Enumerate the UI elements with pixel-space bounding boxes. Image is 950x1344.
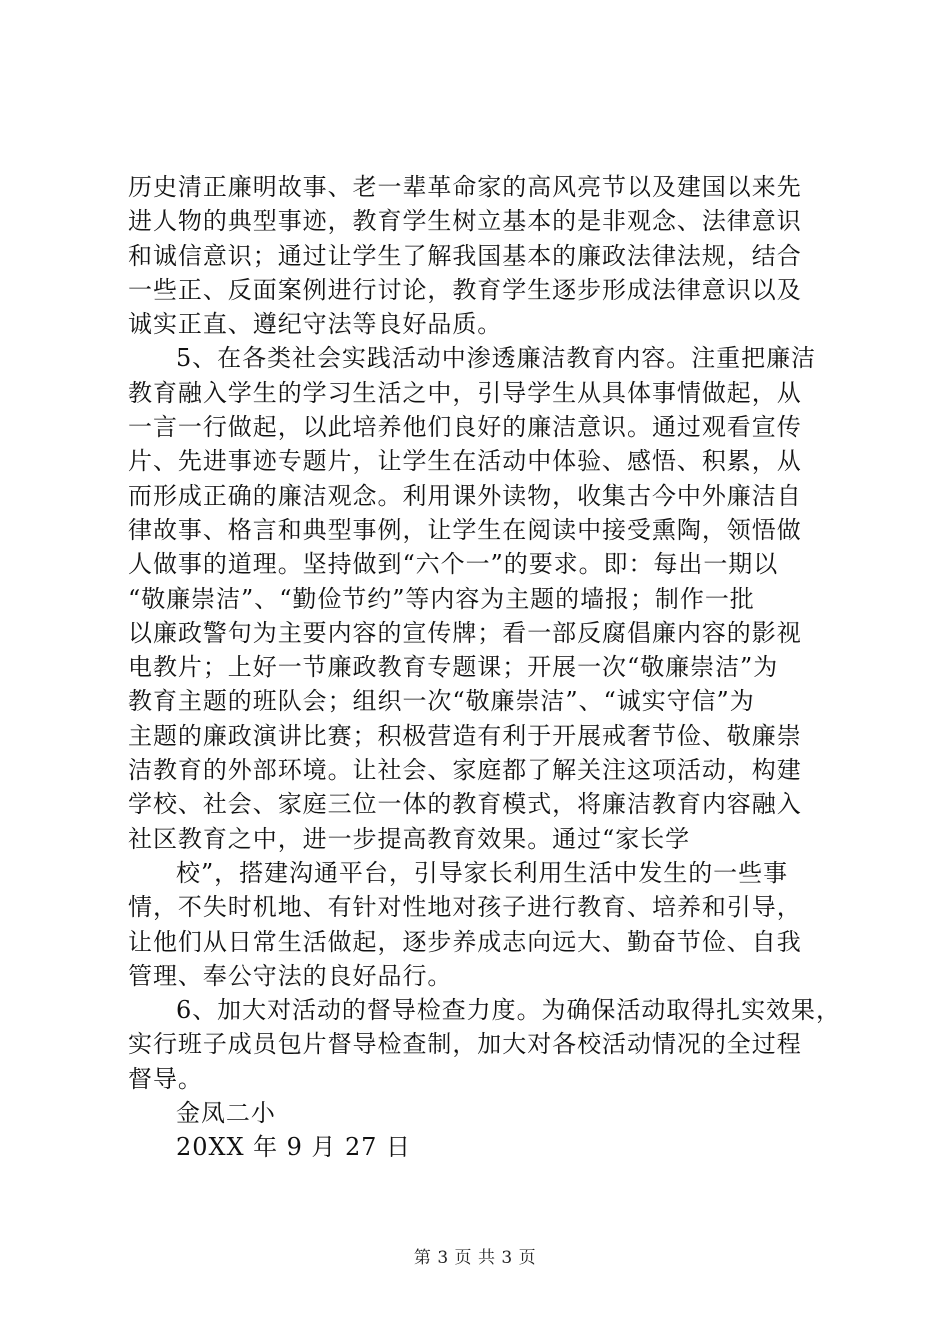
- text-line: 历史清正廉明故事、老一辈革命家的高风亮节以及建国以来先: [128, 173, 802, 201]
- text-line: 社区教育之中，进一步提高教育效果。通过“家长学: [128, 824, 691, 853]
- text-line: 片、先进事迹专题片，让学生在活动中体验、感悟、积累，从: [128, 447, 802, 476]
- text-line: 教育融入学生的学习生活之中，引导学生从具体事情做起，从: [128, 378, 802, 407]
- paragraph-start-line: 6、加大对活动的督导检查力度。为确保活动取得扎实效果，: [176, 996, 841, 1025]
- page-number-footer: 第 3 页 共 3 页: [413, 1248, 537, 1268]
- signature-school: 金凤二小: [176, 1099, 276, 1128]
- text-line: 教育主题的班队会；组织一次“敬廉崇洁”、“诚实守信”为: [128, 687, 755, 716]
- text-line: 一言一行做起，以此培养他们良好的廉洁意识。通过观看宣传: [128, 413, 802, 442]
- text-line: 情，不失时机地、有针对性地对孩子进行教育、培养和引导，: [128, 893, 802, 922]
- text-line: 实行班子成员包片督导检查制，加大对各校活动情况的全过程: [128, 1030, 802, 1059]
- text-line: 一些正、反面案例进行讨论，教育学生逐步形成法律意识以及: [128, 275, 802, 304]
- document-body: [128, 170, 841, 1165]
- text-line: 主题的廉政演讲比赛；积极营造有利于开展戒奢节俭、敬廉崇: [128, 721, 802, 750]
- text-line: “敬廉崇洁”、“勤俭节约”等内容为主题的墙报；制作一批: [128, 584, 755, 613]
- text-line: 和诚信意识；通过让学生了解我国基本的廉政法律法规，结合: [128, 241, 802, 270]
- paragraph-start-line: 5、在各类社会实践活动中渗透廉洁教育内容。注重把廉洁: [176, 344, 816, 373]
- text-line: 管理、奉公守法的良好品行。: [128, 961, 453, 990]
- text-line: 进人物的典型事迹，教育学生树立基本的是非观念、法律意识: [128, 207, 802, 236]
- text-line: 电教片；上好一节廉政教育专题课；开展一次“敬廉崇洁”为: [128, 653, 779, 682]
- text-line: 人做事的道理。坚持做到“六个一”的要求。即：每出一期以: [128, 550, 779, 579]
- text-line: 洁教育的外部环境。让社会、家庭都了解关注这项活动，构建: [128, 756, 802, 785]
- text-line: 让他们从日常生活做起，逐步养成志向远大、勤奋节俭、自我: [128, 927, 802, 956]
- text-line: 诚实正直、遵纪守法等良好品质。: [128, 310, 503, 339]
- paragraph-start-line: 校”，搭建沟通平台，引导家长利用生活中发生的一些事: [176, 858, 789, 887]
- text-line: 以廉政警句为主要内容的宣传牌；看一部反腐倡廉内容的影视: [128, 618, 802, 647]
- signature-date: 20XX 年 9 月 27 日: [176, 1133, 411, 1162]
- text-line: 督导。: [128, 1064, 203, 1093]
- text-line: 律故事、格言和典型事例，让学生在阅读中接受熏陶，领悟做: [128, 515, 802, 544]
- text-line: 学校、社会、家庭三位一体的教育模式，将廉洁教育内容融入: [128, 790, 802, 819]
- text-line: 而形成正确的廉洁观念。利用课外读物，收集古今中外廉洁自: [128, 481, 802, 510]
